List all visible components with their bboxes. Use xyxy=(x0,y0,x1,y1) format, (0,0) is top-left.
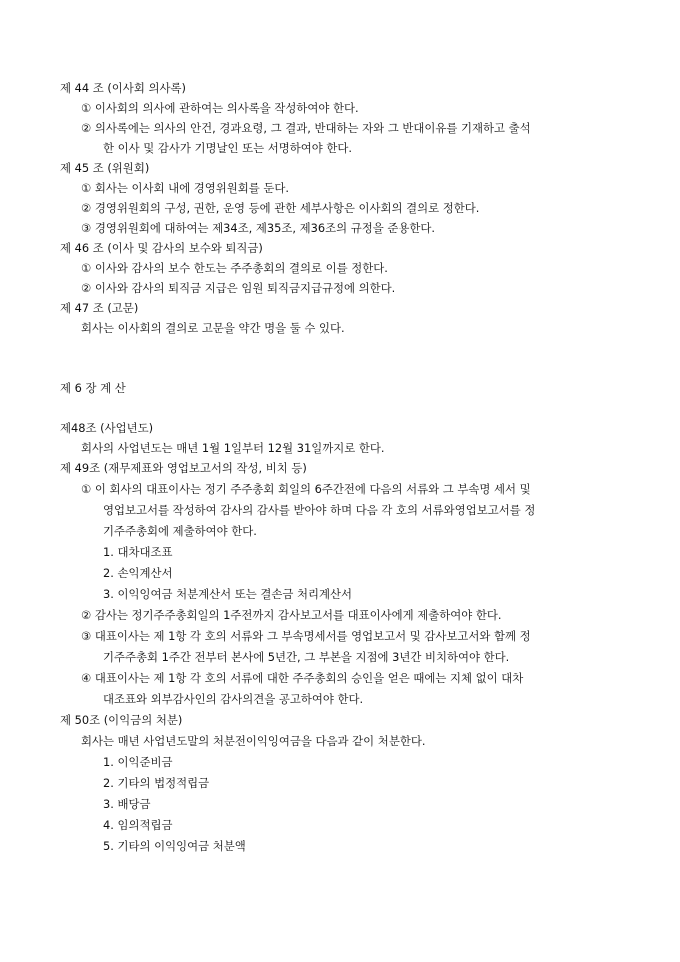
article-50-sub-item: 1. 이익준비금 xyxy=(103,755,173,769)
article-49-item-4-cont: 대조표와 외부감사인의 감사의견을 공고하여야 한다. xyxy=(103,692,364,706)
article-45-item-2: ② 경영위원회의 구성, 권한, 운영 등에 관한 세부사항은 이사회의 결의로 정한다. xyxy=(81,201,480,215)
chapter-title: 제 6 장 계 산 xyxy=(60,381,126,395)
article-49-sub-item: 3. 이익잉여금 처분계산서 또는 결손금 처리계산서 xyxy=(103,587,353,601)
article-49-item-3: ③ 대표이사는 제 1항 각 호의 서류와 그 부속명세서를 영업보고서 및 감사보고서와 함께 정 xyxy=(81,629,531,643)
article-48-heading: 제48조 (사업년도) xyxy=(60,421,154,435)
article-44-heading: 제 44 조 (이사회 의사록) xyxy=(60,81,186,95)
article-49-sub-item: 1. 대차대조표 xyxy=(103,545,173,559)
article-50-sub-item: 4. 임의적립금 xyxy=(103,818,173,832)
article-44-item-2-cont: 한 이사 및 감사가 기명날인 또는 서명하여야 한다. xyxy=(103,141,353,155)
article-45-item-3: ③ 경영위원회에 대하여는 제34조, 제35조, 제36조의 규정을 준용한다. xyxy=(81,221,435,235)
article-49-item-1-cont: 기주주총회에 제출하여야 한다. xyxy=(103,524,257,538)
article-49-heading: 제 49조 (재무제표와 영업보고서의 작성, 비치 등) xyxy=(60,461,307,475)
article-50-sub-item: 2. 기타의 법정적립금 xyxy=(103,776,210,790)
article-49-item-3-cont: 기주주총회 1주간 전부터 본사에 5년간, 그 부본을 지점에 3년간 비치하여야 한다. xyxy=(103,650,510,664)
article-46-heading: 제 46 조 (이사 및 감사의 보수와 퇴직금) xyxy=(60,241,263,255)
article-50-body: 회사는 매년 사업년도말의 처분전이익잉여금을 다음과 같이 처분한다. xyxy=(81,734,426,748)
article-44-item-1: ① 이사회의 의사에 관하여는 의사록을 작성하여야 한다. xyxy=(81,101,359,115)
article-49-sub-item: 2. 손익계산서 xyxy=(103,566,173,580)
article-49-item-4: ④ 대표이사는 제 1항 각 호의 서류에 대한 주주총회의 승인을 얻은 때에는 지체 없이 대차 xyxy=(81,671,524,685)
article-49-item-2: ② 감사는 정기주주총회일의 1주전까지 감사보고서를 대표이사에게 제출하여야 한다. xyxy=(81,608,502,622)
article-49-item-1: ① 이 회사의 대표이사는 정기 주주총회 회일의 6주간전에 다음의 서류와 그 부속명 세서 및 xyxy=(81,482,531,496)
article-46-item-2: ② 이사와 감사의 퇴직금 지급은 임원 퇴직금지급규정에 의한다. xyxy=(81,281,396,295)
article-49-item-1-cont: 영업보고서를 작성하여 감사의 감사를 받아야 하며 다음 각 호의 서류와영업보고서를 정 xyxy=(103,503,536,517)
article-46-item-1: ① 이사와 감사의 보수 한도는 주주총회의 결의로 이를 정한다. xyxy=(81,261,388,275)
article-47-heading: 제 47 조 (고문) xyxy=(60,301,139,315)
article-50-sub-item: 3. 배당금 xyxy=(103,797,151,811)
article-50-heading: 제 50조 (이익금의 처분) xyxy=(60,713,183,727)
article-48-body: 회사의 사업년도는 매년 1월 1일부터 12월 31일까지로 한다. xyxy=(81,441,385,455)
article-50-sub-item: 5. 기타의 이익잉여금 처분액 xyxy=(103,839,246,853)
article-47-body: 회사는 이사회의 결의로 고문을 약간 명을 둘 수 있다. xyxy=(81,321,345,335)
article-44-item-2: ② 의사록에는 의사의 안건, 경과요령, 그 결과, 반대하는 자와 그 반대이유를 기재하고 출석 xyxy=(81,121,531,135)
article-45-item-1: ① 회사는 이사회 내에 경영위원회를 둔다. xyxy=(81,181,289,195)
article-45-heading: 제 45 조 (위원회) xyxy=(60,161,150,175)
